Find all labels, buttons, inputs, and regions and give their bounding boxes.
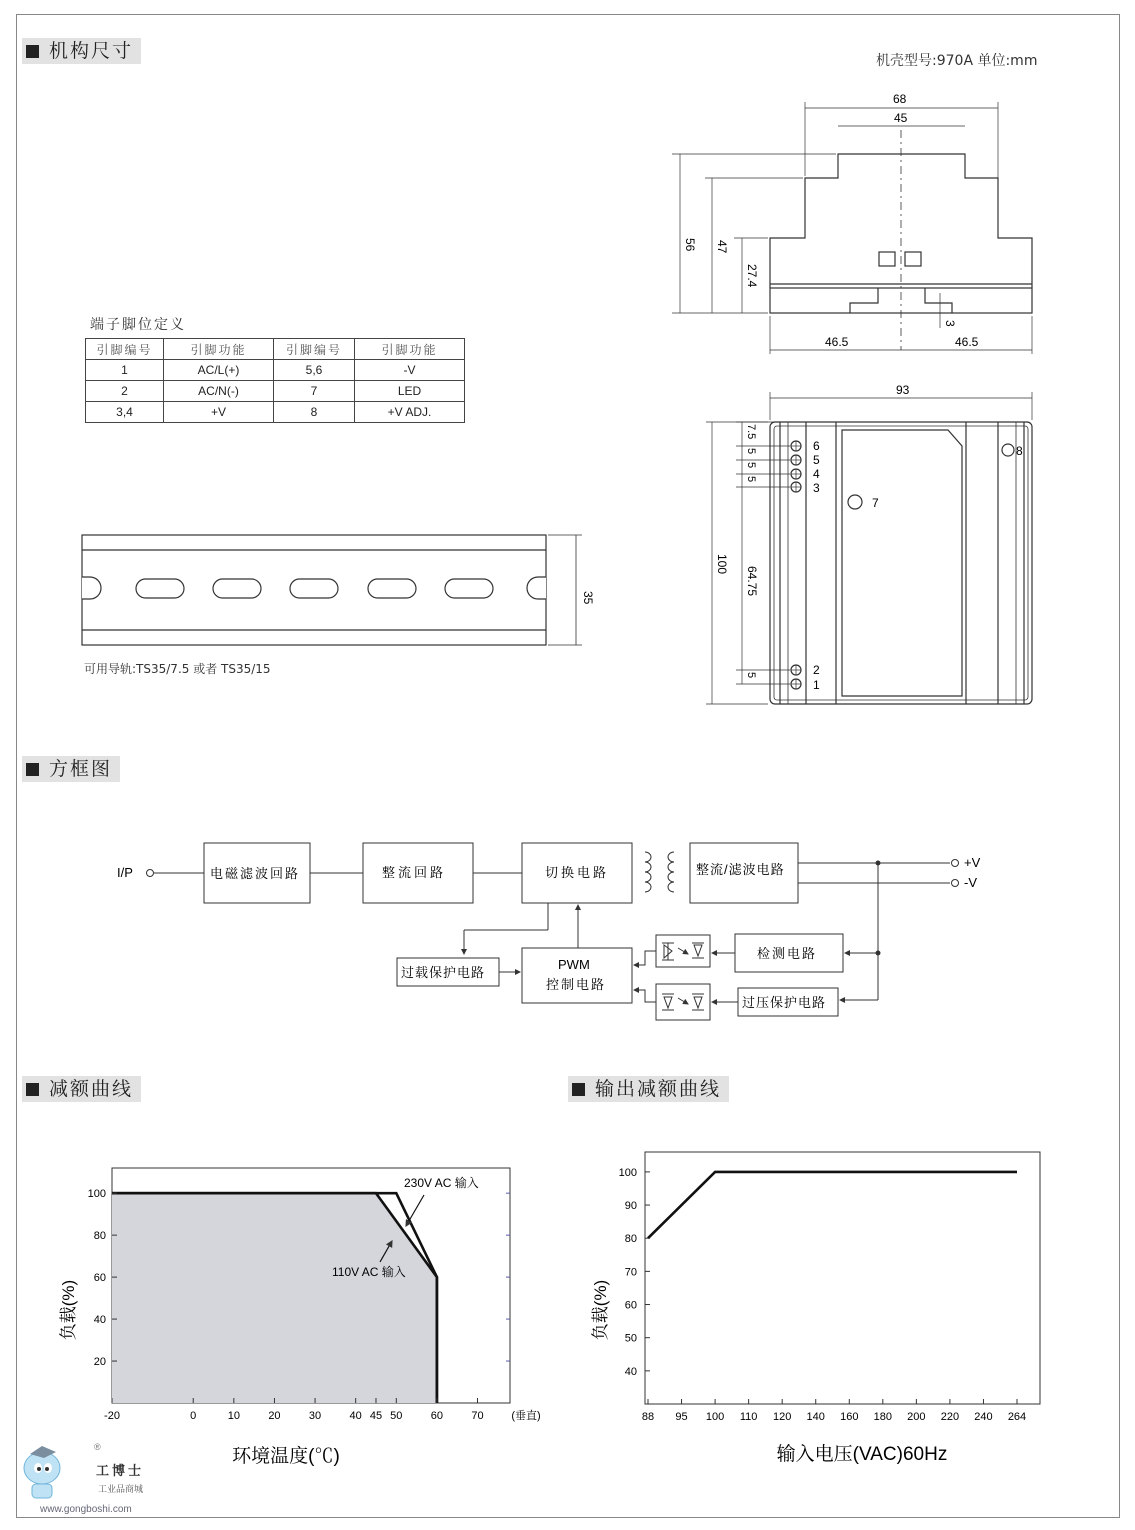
- table-row: [86, 402, 465, 423]
- pwm-control-label: 控制电路: [546, 977, 607, 992]
- pin-label: 3: [813, 481, 820, 495]
- table-header: 引脚功能: [355, 339, 465, 360]
- rail-slot: [290, 579, 338, 598]
- x-tick-label: 95: [675, 1411, 688, 1423]
- dim-68: 68: [893, 92, 907, 106]
- pin-label: 5: [813, 453, 820, 467]
- section-title: 方框图: [49, 758, 113, 780]
- dim-46-5-left: 46.5: [825, 335, 849, 349]
- square-bullet-icon: [572, 1083, 585, 1096]
- ovp-label: 过压保护电路: [742, 995, 827, 1010]
- brand-subtitle: 工业品商城: [98, 1485, 144, 1495]
- y-tick-label: 40: [624, 1365, 637, 1378]
- dim-47: 47: [715, 240, 729, 254]
- x-tick-label: 220: [940, 1411, 960, 1423]
- table-cell: 8: [274, 402, 355, 423]
- x-tick-label: 60: [430, 1410, 444, 1422]
- side-view-drawing: [660, 88, 1080, 358]
- pin-table-title: 端子脚位定义: [90, 317, 186, 333]
- table-cell: -V: [355, 360, 465, 381]
- series-label-230v: 230V AC 输入: [404, 1176, 479, 1190]
- dim-5: 5: [745, 448, 757, 455]
- x-tick-label: 20: [268, 1410, 281, 1422]
- pwm-label: PWM: [558, 957, 590, 972]
- rail-slot: [368, 579, 416, 598]
- y-axis-label: 负载(%): [591, 1279, 610, 1341]
- pin-label: 1: [813, 678, 820, 692]
- output-filter-label: 整流/滤波电路: [696, 862, 785, 877]
- x-tick-label: 264: [1007, 1411, 1027, 1423]
- section-header-derating: [22, 1076, 141, 1102]
- x-tick-label: 45: [369, 1410, 383, 1422]
- x-tick-label: 10: [227, 1410, 240, 1422]
- derating-chart: [40, 1140, 560, 1480]
- y-tick-label: 40: [93, 1314, 106, 1327]
- block-diagram: [100, 830, 1000, 1030]
- table-row: [86, 381, 465, 402]
- series-pointer-230v: [406, 1195, 424, 1226]
- square-bullet-icon: [26, 1083, 39, 1096]
- x-tick-label: 160: [840, 1411, 859, 1423]
- dim-5: 5: [745, 672, 757, 679]
- switching-label: 切换电路: [545, 865, 610, 880]
- x-tick-label: 30: [308, 1410, 322, 1422]
- series-line: [648, 1172, 1017, 1238]
- square-bullet-icon: [26, 45, 39, 58]
- x-tick-label: 140: [806, 1411, 825, 1423]
- x-tick-label: 110: [739, 1411, 758, 1423]
- table-cell: LED: [355, 381, 465, 402]
- pin-table: [85, 338, 465, 423]
- y-axis-label: 负载(%): [59, 1279, 78, 1341]
- y-tick-label: 100: [618, 1166, 637, 1179]
- y-tick-label: 90: [624, 1200, 637, 1213]
- table-cell: 1: [86, 360, 164, 381]
- area-110v: [112, 1193, 437, 1403]
- square-bullet-icon: [26, 763, 39, 776]
- output-positive-label: +V: [964, 855, 981, 870]
- table-row: [86, 360, 465, 381]
- table-cell: 2: [86, 381, 164, 402]
- section-header-output-derating: [568, 1076, 729, 1102]
- x-tick-label: 180: [873, 1411, 892, 1423]
- table-cell: AC/N(-): [164, 381, 274, 402]
- table-cell: 5,6: [274, 360, 355, 381]
- input-label: I/P: [117, 865, 133, 880]
- pin-label: 2: [813, 663, 820, 677]
- x-tick-label: -20: [104, 1410, 120, 1422]
- series-label-110v: 110V AC 输入: [332, 1265, 406, 1279]
- rail-height-label: 35: [581, 591, 595, 605]
- dim-5: 5: [745, 462, 757, 469]
- mascot-icon: [18, 1440, 78, 1502]
- section-title: 输出减额曲线: [595, 1078, 722, 1100]
- x-tick-label: 120: [773, 1411, 792, 1423]
- dim-5: 5: [745, 476, 757, 483]
- registered-mark: ®: [94, 1442, 101, 1452]
- rectifier-label: 整流回路: [382, 865, 447, 880]
- table-header: 引脚编号: [86, 339, 164, 360]
- output-derating-chart: [580, 1140, 1070, 1480]
- dim-7-5: 7.5: [745, 424, 757, 440]
- table-cell: 7: [274, 381, 355, 402]
- output-negative-label: -V: [964, 875, 977, 890]
- brand-logo: [18, 1440, 158, 1520]
- x-tick-label: 88: [641, 1411, 655, 1423]
- x-tick-label: 70: [471, 1410, 484, 1422]
- case-info: 机壳型号:970A 单位:mm: [876, 53, 1038, 69]
- overload-label: 过载保护电路: [401, 965, 486, 980]
- dim-56: 56: [683, 238, 697, 252]
- table-cell: +V ADJ.: [355, 402, 465, 423]
- y-tick-label: 100: [87, 1188, 106, 1201]
- y-tick-label: 80: [93, 1230, 106, 1243]
- x-axis-suffix: (垂直): [511, 1410, 541, 1422]
- pin-label: 4: [813, 467, 820, 481]
- table-cell: +V: [164, 402, 274, 423]
- dim-64-75: 64.75: [745, 566, 759, 597]
- brand-url: www.gongboshi.com: [40, 1504, 132, 1515]
- optocoupler-lower: [656, 984, 710, 1020]
- pin-label: 6: [813, 439, 820, 453]
- brand-name: 工博士: [96, 1464, 145, 1479]
- pin-label: 7: [872, 496, 879, 510]
- y-tick-label: 60: [93, 1272, 106, 1285]
- dim-45: 45: [894, 111, 908, 125]
- section-header-mechanical: [22, 38, 141, 64]
- y-tick-label: 80: [624, 1233, 637, 1246]
- y-tick-label: 70: [624, 1266, 637, 1279]
- x-tick-label: 0: [190, 1410, 197, 1422]
- dim-93: 93: [896, 383, 910, 397]
- x-tick-label: 50: [390, 1410, 403, 1422]
- dim-3: 3: [943, 320, 957, 327]
- rail-slot: [445, 579, 493, 598]
- plot-frame: [645, 1152, 1040, 1404]
- table-cell: 3,4: [86, 402, 164, 423]
- section-title: 减额曲线: [49, 1078, 134, 1100]
- section-title: 机构尺寸: [49, 40, 134, 62]
- detection-label: 检测电路: [757, 946, 818, 961]
- section-header-block-diagram: [22, 756, 120, 782]
- x-tick-label: 100: [705, 1411, 725, 1423]
- x-axis-label: 输入电压(VAC)60Hz: [776, 1444, 948, 1465]
- emi-label: 电磁滤波回路: [210, 866, 301, 881]
- y-tick-label: 60: [624, 1299, 637, 1312]
- x-tick-label: 40: [349, 1410, 362, 1422]
- dim-46-5-right: 46.5: [955, 335, 979, 349]
- x-axis-label: 环境温度(℃): [232, 1446, 340, 1467]
- dim-27-4: 27.4: [745, 264, 759, 288]
- y-tick-label: 20: [93, 1356, 106, 1369]
- rail-caption: 可用导轨:TS35/7.5 或者 TS35/15: [84, 662, 271, 676]
- dim-100: 100: [715, 554, 729, 575]
- x-tick-label: 240: [974, 1411, 993, 1423]
- table-header: 引脚编号: [274, 339, 355, 360]
- rail-slot: [213, 579, 261, 598]
- front-view-drawing: [700, 380, 1040, 710]
- rail-outline: [82, 535, 546, 645]
- rail-slot: [136, 579, 184, 598]
- table-header: 引脚功能: [164, 339, 274, 360]
- x-tick-label: 200: [907, 1411, 926, 1423]
- table-cell: AC/L(+): [164, 360, 274, 381]
- y-tick-label: 50: [624, 1332, 637, 1345]
- pin-label: 8: [1016, 444, 1023, 458]
